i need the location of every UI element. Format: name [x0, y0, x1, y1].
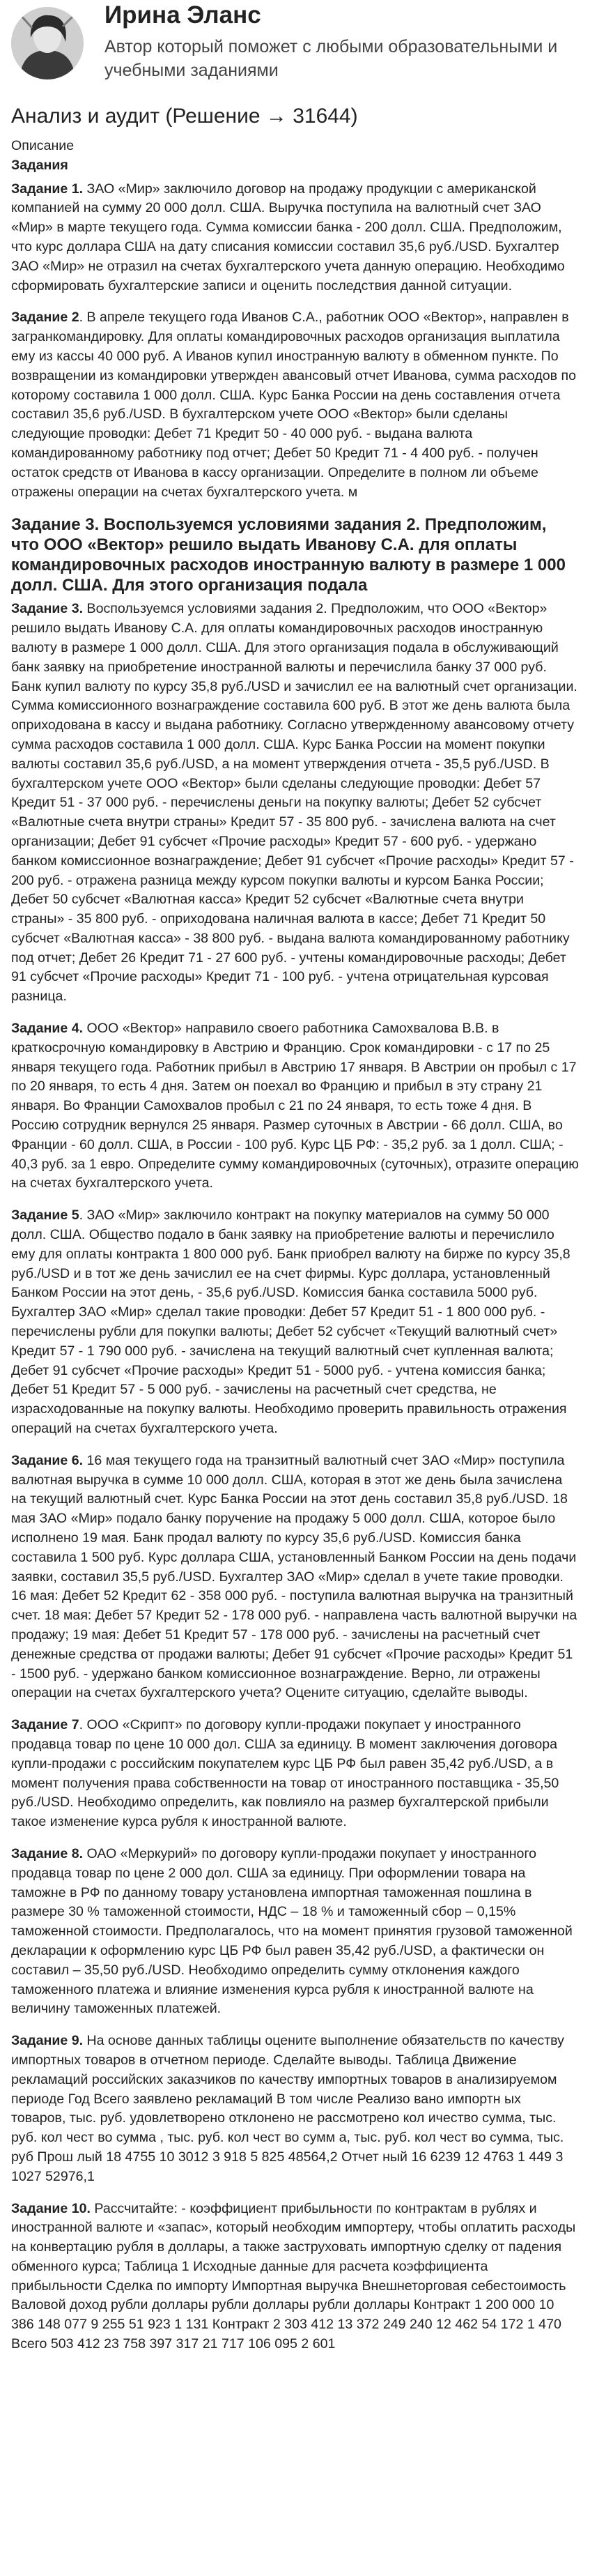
task-label: Задание 10.: [11, 2200, 91, 2216]
avatar[interactable]: [11, 7, 84, 79]
task-3: [11, 600, 579, 1007]
task-8: [11, 1845, 579, 2019]
task-text: . В апреле текущего года Иванов С.А., работник ООО «Вектор», направлен в загранкомандировку. Для оплаты командировочных расходов организация выплатила ему из кассы 40 000 руб. А Иванов купил иностранную валюту в обменном пункте. По возвращении из командировки утвержден авансовый отчет Иванова, сумма расходов по которому составила 1 000 долл. США. Курс Банка России на день составления отчета составил 35,6 руб./USD. В бухгалтерском учете ООО «Вектор» были сделаны следующие проводки: Дебет 71 Кредит 50 - 40 000 руб. - выдана валюта командированному работнику под отчет; Дебет 50 Кредит 71 - 4 400 руб. - получен остаток средств от Иванова в кассу организации. Определите в полном ли объеме отражены операции на счетах бухгалтерского учета. м: [11, 310, 577, 500]
task-label: Задание 8.: [11, 1845, 84, 1861]
task-1: [11, 180, 579, 296]
task-9: [11, 2032, 579, 2186]
task-label: Задание 2: [11, 310, 79, 326]
task-text: Воспользуемся условиями задания 2. Предположим, что ООО «Вектор» решило выдать Иванову С.А. для оплаты командировочных расходов иностранную валюту в размере 1 000 долл. США. Для этого организация подала в обслуживающий банк заявку на приобретение иностранной валюты и перечислила банку 37 000 руб. Банк купил валюту по курсу 35,8 руб./USD и зачислил ее на валютный счет организации. Сумма комиссионного вознаграждение составила 600 руб. В этот же день валюта была оприходована в кассу и выдана работнику. Согласно утвержденному авансовому отчету сумма расходов составила 1 000 долл. США. Курс Банка России на момент покупки валюты составил 35,6 руб./USD, а на момент утверждения отчета - 35,5 руб./USD. В бухгалтерском учете ООО «Вектор» были сделаны следующие проводки: Дебет 57 Кредит 51 - 37 000 руб. - перечислены деньги на покупку валюты; Дебет 52 субсчет «Валютные счета внутри страны» Кредит 57 - 35 800 руб. - зачислена валюта на счет организации; Дебет 91 субсчет «Прочие расходы» Кредит 57 - 600 руб. - удержано банком комиссионное вознаграждение; Дебет 91 субсчет «Прочие расходы» Кредит 57 - 200 руб. - отражена разница между курсом покупки валюты и курсом Банка России; Дебет 50 субсчет «Валютная касса» Кредит 52 субсчет «Валютные счета внутри страны» - 35 800 руб. - оприходована наличная валюта в кассе; Дебет 71 Кредит 50 субсчет «Валютная касса» - 38 800 руб. - выдана валюта командированному работнику под отчет; Дебет 26 Кредит 71 - 27 600 руб. - учтены командировочные расходы; Дебет 91 субсчет «Прочие расходы» Кредит 71 - 100 руб. - учтена отрицательная курсовая разница.: [11, 601, 577, 1005]
tasks-heading: Задания: [11, 157, 68, 173]
author-name[interactable]: Ирина Эланс: [104, 1, 261, 29]
task-text: ООО «Вектор» направило своего работника Самохвалова В.В. в краткосрочную командировку в Австрию и Францию. Срок командировки - с 17 по 25 января текущего года. Работник прибыл в Австрию 17 января. В Австрии он пробыл с 17 по 20 января, то есть 4 дня. Затем он поехал во Францию и прибыл в эту страну 21 января. Во Франции Самохвалов пробыл с 21 по 24 января, то есть тоже 4 дня. В Россию сотрудник вернулся 25 января. Размер суточных в Австрии - 66 долл. США, во Франции - 60 долл. США, в России - 100 руб. Курс ЦБ РФ: - 35,2 руб. за 1 долл. США; - 40,3 руб. за 1 евро. Определите сумму командировочных (суточных), отразите операцию на счетах бухгалтерского учета.: [11, 1021, 579, 1191]
task-text: . ООО «Скрипт» по договору купли-продажи покупает у иностранного продавца товар по цене 10 000 дол. США за единицу. В момент заключения договора купли-продажи с российским покупателем курс ЦБ РФ был равен 35,42 руб./USD, а в момент получения права собственности на товар от иностранного поставщика - 35,50 руб./USD. Необходимо определить, как повлияло на размер бухгалтерской прибыли такое изменение курса рубля к иностранной валюте.: [11, 1717, 559, 1830]
author-description: Автор который поможет с любыми образовательными и учебными заданиями: [104, 37, 558, 80]
task-5: [11, 1206, 579, 1439]
task-text: На основе данных таблицы оцените выполнение обязательств по качеству импортных товаров в отчетном периоде. Сделайте выводы. Таблица Движение рекламаций российских заказчиков по качеству импортных товаров в анализируемом периоде Год Всего заявлено рекламаций В том числе Реализо вано импортн ых товаров, тыс. руб. удовлетворено отклонено не рассмотрено кол ичество сумма, тыс. руб. кол чест во сумма , тыс. руб. кол чест во сумм а, тыс. руб. кол чест во сумма, тыс. руб Прош лый 18 4755 10 3012 3 918 5 825 48564,2 Отчет ный 16 6239 12 4763 1 449 3 1027 52976,1: [11, 2033, 564, 2184]
task-label: Задание 9.: [11, 2033, 84, 2049]
task-4: [11, 1019, 579, 1194]
task-label: Задание 7: [11, 1717, 79, 1733]
task-text: ОАО «Меркурий» по договору купли-продажи покупает у иностранного продавца товар по цене 2 000 дол. США за единицу. При оформлении товара на таможне в РФ по данному товару установлена импортная таможенная пошлина в размере 30 % таможенной стоимости, НДС – 18 % и таможенный сбор – 0,15% таможенной стоимости. Предполагалось, что на момент принятия грузовой таможенной декларации к оформлению курс ЦБ РФ был равен 35,42 руб./USD, а фактически он составил – 35,50 руб./USD. Необходимо определить сумму отклонения каждого таможенного платежа и влияние изменения курса рубля к иностранной валюте на величину таможенных платежей.: [11, 1845, 573, 2017]
task-label: Задание 4.: [11, 1021, 84, 1037]
task-label: Задание 6.: [11, 1452, 84, 1468]
task-label: Задание 1.: [11, 181, 84, 197]
task-text: 16 мая текущего года на транзитный валютный счет ЗАО «Мир» поступила валютная выручка в сумме 10 000 долл. США, которая в этот же день была зачислена на текущий валютный счет. Курс Банка России на этот день составил 35,8 руб./USD. 18 мая ЗАО «Мир» подало банку поручение на продажу 5 000 долл. США, которое было исполнено 19 мая. Банк продал валюту по курсу 35,6 руб./USD. Комиссия банка составила 1 500 руб. Курс доллара США, установленный Банком России на день подачи заявки, составил 35,5 руб./USD. Бухгалтер ЗАО «Мир» сделал в учете такие проводки. 16 мая: Дебет 52 Кредит 62 - 358 000 руб. - поступила валютная выручка на транзитный счет. 18 мая: Дебет 57 Кредит 52 - 178 000 руб. - направлена часть валютной выручки на продажу; 19 мая: Дебет 51 Кредит 57 - 178 000 руб. - зачислены на расчетный счет денежные средства от продажи валюты; Дебет 91 субсчет «Прочие расходы» Кредит 51 - 1500 руб. - удержано банком комиссионное вознаграждение. Верно, ли отражены операции на счетах бухгалтерского учета? Оцените ситуацию, сделайте выводы.: [11, 1452, 577, 1701]
task-text: . ЗАО «Мир» заключило контракт на покупку материалов на сумму 50 000 долл. США. Общество подало в банк заявку на приобретение валюты и перечислило ему для оплаты контракта 1 800 000 руб. Банк приобрел валюту на бирже по курсу 35,8 руб./USD и в тот же день зачислил ее на счет фирмы. Курс доллара, установленный Банком России на этот день, - 35,6 руб./USD. Комиссия банка составила 5000 руб. Бухгалтер ЗАО «Мир» сделал такие проводки: Дебет 57 Кредит 51 - 1 800 000 руб. - перечислены рубли для покупки валюты; Дебет 52 субсчет «Текущий валютный счет» Кредит 57 - 1 790 000 руб. - зачислена на текущий валютный счет купленная валюта; Дебет 91 субсчет «Прочие расходы» Кредит 51 - 5000 руб. - учтена комиссия банка; Дебет 51 Кредит 57 - 5 000 руб. - зачислены на расчетный счет средства, не израсходованные на покупку валюты. Необходимо проверить правильность отражения операций на счетах бухгалтерского учета.: [11, 1207, 570, 1437]
task-label: Задание 3.: [11, 601, 84, 617]
task-6: [11, 1451, 579, 1703]
task-text: ЗАО «Мир» заключило договор на продажу продукции с американской компанией на сумму 20 000 долл. США. Выручка поступила на валютный счет ЗАО «Мир» в марте текущего года. Сумма комиссии банка - 200 долл. США. Предположим, что курс доллара США на дату списания комиссии составил 35,6 руб./USD. Бухгалтер ЗАО «Мир» не отразил на счетах бухгалтерского учета данную операцию. Необходимо сформировать бухгалтерские записи и оценить последствия данной ситуации.: [11, 181, 565, 294]
page-title: Анализ и аудит (Решение → 31644): [11, 105, 358, 128]
task-3-heading: Задание 3. Воспользуемся условиями задания 2. Предположим, что ООО «Вектор» решило выдать Иванову С.А. для оплаты командировочных расходов иностранную валюту в размере 1 000 долл. США. Для этого организация подала: [11, 515, 566, 595]
description-label: Описание: [11, 138, 75, 153]
author-profile: [0, 0, 590, 96]
task-content: [11, 137, 579, 2367]
task-label: Задание 5: [11, 1207, 79, 1224]
avatar-portrait-icon: [11, 7, 84, 79]
task-text: Рассчитайте: - коэффициент прибыльности по контрактам в рублях и иностранной валюте и «запас», который необходим импортеру, чтобы оплатить расходы на конвертацию рубля в доллары, а также заструховать импортную сделку от падения обменного курса; Таблица 1 Исходные данные для расчета коэффициента прибыльности Сделка по импорту Импортная выручка Внешнеторговая себестоимость Валовой доход рубли доллары рубли доллары рубли доллары Контракт 1 200 000 10 386 148 077 9 255 51 923 1 131 Контракт 2 303 412 13 372 249 240 12 462 54 172 1 470 Всего 503 412 23 758 397 317 21 717 106 095 2 601: [11, 2200, 576, 2352]
task-2: [11, 308, 579, 502]
task-10: [11, 2200, 579, 2354]
task-7: [11, 1716, 579, 1832]
